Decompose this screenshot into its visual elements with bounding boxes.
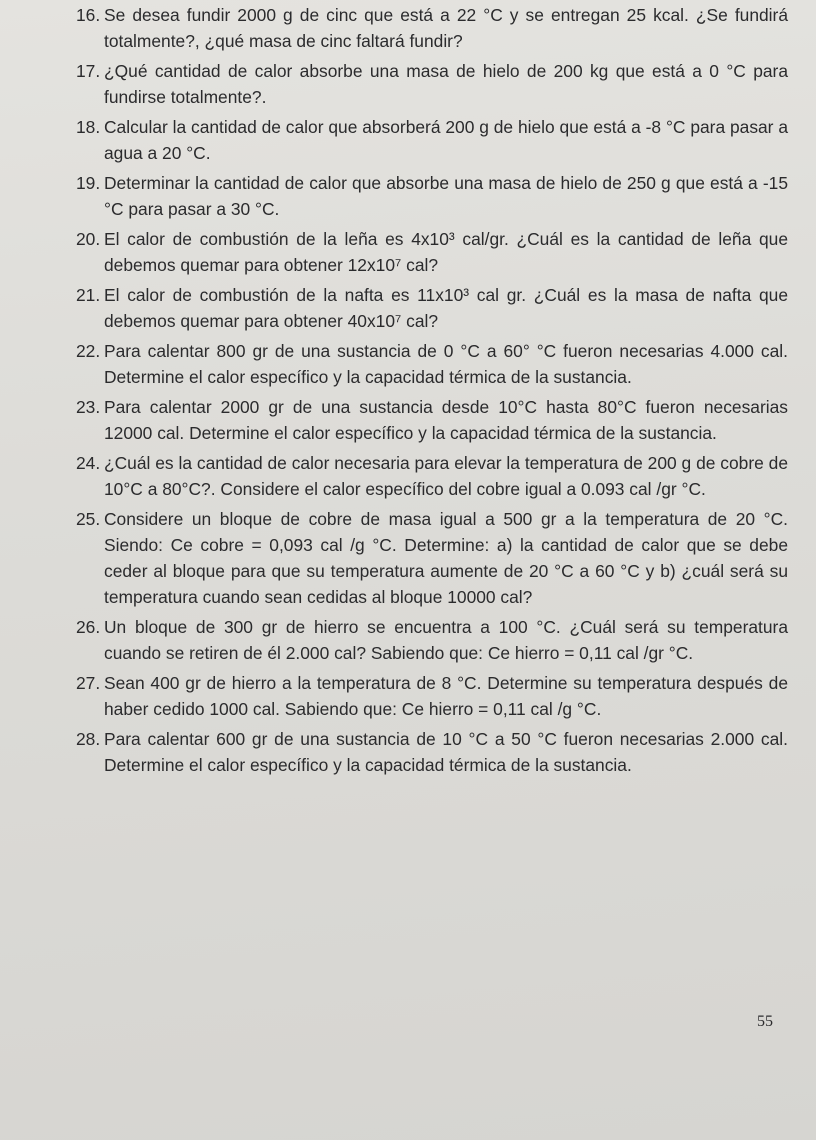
problem-18 [76,114,788,166]
problem-number: 23. [76,397,101,417]
problem-number: 24. [76,453,101,473]
problem-25 [76,506,788,610]
problem-26 [76,614,788,666]
problem-19 [76,170,788,222]
problem-text: ¿Qué cantidad de calor absorbe una masa de hielo de 200 kg que está a 0 °C para fundirse totalmente?. [104,61,788,107]
problem-27 [76,670,788,722]
problem-number: 27. [76,673,101,693]
problem-text: El calor de combustión de la leña es 4x10³ cal/gr. ¿Cuál es la cantidad de leña que debemos quemar para obtener 12x10⁷ cal? [104,229,788,275]
problem-28 [76,726,788,778]
problem-21 [76,282,788,334]
problem-number: 18. [76,117,101,137]
problem-text: Para calentar 2000 gr de una sustancia desde 10°C hasta 80°C fueron necesarias 12000 cal. Determine el calor específico y la capacidad térmica de la sustancia. [104,397,788,443]
problem-text: Calcular la cantidad de calor que absorberá 200 g de hielo que está a -8 °C para pasar a agua a 20 °C. [104,117,788,163]
page-number: 55 [757,1013,773,1030]
problem-text: Para calentar 800 gr de una sustancia de 0 °C a 60° °C fueron necesarias 4.000 cal. Determine el calor específico y la capacidad térmica de la sustancia. [104,341,788,387]
problem-number: 16. [76,5,101,25]
problem-22 [76,338,788,390]
problem-text: Un bloque de 300 gr de hierro se encuentra a 100 °C. ¿Cuál será su temperatura cuando se retiren de él 2.000 cal? Sabiendo que: Ce hierro = 0,11 cal /gr °C. [104,617,788,663]
problem-number: 19. [76,173,101,193]
problem-text: El calor de combustión de la nafta es 11x10³ cal gr. ¿Cuál es la masa de nafta que debemos quemar para obtener 40x10⁷ cal? [104,285,788,331]
problem-text: Para calentar 600 gr de una sustancia de 10 °C a 50 °C fueron necesarias 2.000 cal. Determine el calor específico y la capacidad térmica de la sustancia. [104,729,788,775]
problem-number: 17. [76,61,101,81]
problem-number: 28. [76,729,101,749]
problem-17 [76,58,788,110]
problem-text: Considere un bloque de cobre de masa igual a 500 gr a la temperatura de 20 °C. Siendo: Ce cobre = 0,093 cal /g °C. Determine: a) la cantidad de calor que se debe ceder al bloque para que su temperatura aumente de 20 °C a 60 °C y b) ¿cuál será su temperatura cuando sean cedidas al bloque 10000 cal? [104,509,788,607]
problem-text: Se desea fundir 2000 g de cinc que está a 22 °C y se entregan 25 kcal. ¿Se fundirá totalmente?, ¿qué masa de cinc faltará fundir? [104,5,788,51]
problem-number: 21. [76,285,101,305]
problem-number: 25. [76,509,101,529]
problem-24 [76,450,788,502]
problem-text: Determinar la cantidad de calor que absorbe una masa de hielo de 250 g que está a -15 °C para pasar a 30 °C. [104,173,788,219]
problem-text: ¿Cuál es la cantidad de calor necesaria para elevar la temperatura de 200 g de cobre de 10°C a 80°C?. Considere el calor específico del cobre igual a 0.093 cal /gr °C. [104,453,788,499]
problem-20 [76,226,788,278]
problem-text: Sean 400 gr de hierro a la temperatura de 8 °C. Determine su temperatura después de haber cedido 1000 cal. Sabiendo que: Ce hierro = 0,11 cal /g °C. [104,673,788,719]
problem-23 [76,394,788,446]
problem-16 [76,2,788,54]
problem-number: 20. [76,229,101,249]
problem-number: 26. [76,617,101,637]
problem-list [76,2,788,782]
problem-number: 22. [76,341,101,361]
